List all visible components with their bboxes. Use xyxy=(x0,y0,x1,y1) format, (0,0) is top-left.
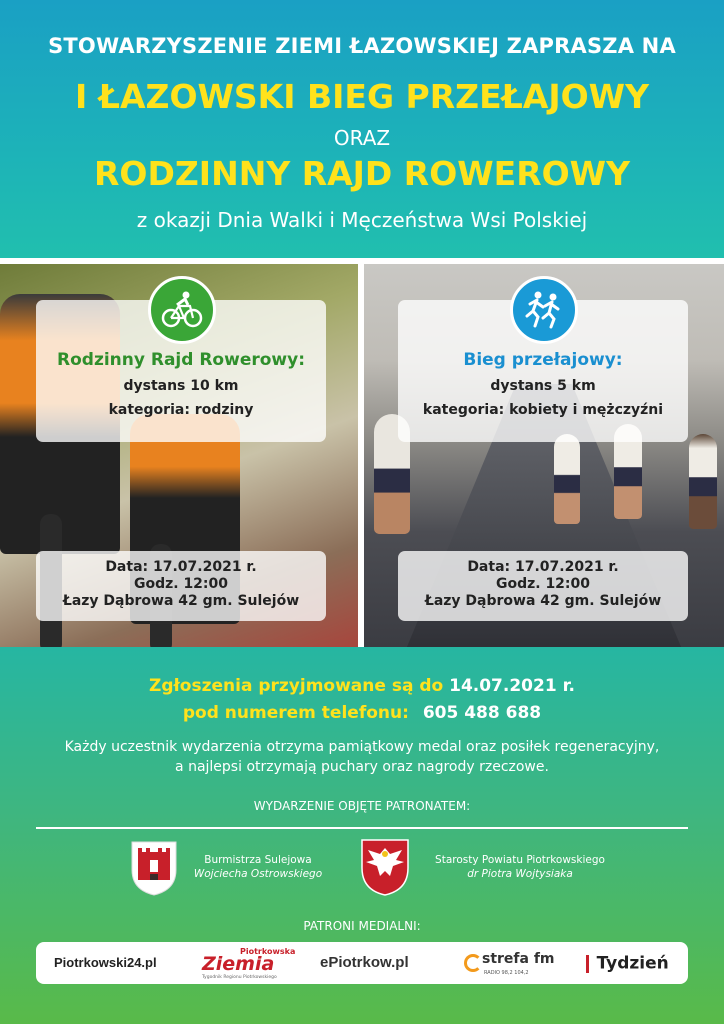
strefa-signal-icon xyxy=(464,954,482,972)
tydzien-bar-icon xyxy=(586,955,589,973)
patron-starost xyxy=(420,853,620,881)
registration-prefix: Zgłoszenia przyjmowane są do xyxy=(149,676,444,696)
bike-place: Łazy Dąbrowa 42 gm. Sulejów xyxy=(62,593,300,609)
patron-starost-name: dr Piotra Wojtysiaka xyxy=(467,868,573,880)
bike-time: Godz. 12:00 xyxy=(133,576,229,592)
poster-footer xyxy=(0,647,724,1024)
run-card-title: Bieg przełajowy: xyxy=(463,350,623,370)
media-logos-bar xyxy=(36,942,688,984)
occasion-subtitle: z okazji Dnia Walki i Męczeństwa Wsi Polskiej xyxy=(136,208,588,232)
patron-mayor-title: Burmistrza Sulejowa xyxy=(204,854,312,866)
bicycle-icon xyxy=(148,276,216,344)
registration-phone-line xyxy=(0,703,724,723)
logo-ziemia-sub: Tygodnik Regionu Piotrkowskiego xyxy=(202,975,277,980)
prizes-note xyxy=(0,737,724,777)
runners-icon xyxy=(510,276,578,344)
registration-deadline: 14.07.2021 r. xyxy=(449,676,575,696)
cyclists-photo xyxy=(0,264,358,647)
bike-date: Data: 17.07.2021 r. xyxy=(105,559,257,575)
poster-header xyxy=(0,0,724,258)
prizes-note-line: a najlepsi otrzymają puchary oraz nagrody rzeczowe. xyxy=(175,759,549,775)
logo-tydzien[interactable] xyxy=(586,942,669,984)
patron-mayor-name: Wojciecha Ostrowskiego xyxy=(193,868,323,880)
logo-strefa-fm[interactable] xyxy=(464,942,554,984)
logo-strefa-sub: RADIO 98,2 104,2 xyxy=(484,970,529,976)
bike-date-card xyxy=(36,551,326,621)
run-date-card xyxy=(398,551,688,621)
bike-event-title: RODZINNY RAJD ROWEROWY xyxy=(94,154,630,193)
organizer-invitation: STOWARZYSZENIE ZIEMI ŁAZOWSKIEJ ZAPRASZA NA xyxy=(48,34,676,58)
runner-figure xyxy=(689,434,717,529)
runner-figure xyxy=(554,434,580,524)
conjunction-text: ORAZ xyxy=(333,126,391,150)
run-place: Łazy Dąbrowa 42 gm. Sulejów xyxy=(424,593,662,609)
powiat-crest-icon xyxy=(360,838,410,896)
prizes-note-line: Każdy uczestnik wydarzenia otrzyma pamiątkowy medal oraz posiłek regeneracyjny, xyxy=(64,739,660,755)
run-category: kategoria: kobiety i mężczyźni xyxy=(422,402,664,418)
bike-distance: dystans 10 km xyxy=(123,378,239,394)
run-date: Data: 17.07.2021 r. xyxy=(467,559,619,575)
patron-mayor xyxy=(188,853,328,881)
phone-label: pod numerem telefonu: xyxy=(182,703,409,723)
logo-strefa-main: strefa fm xyxy=(482,951,555,967)
sulejow-crest-icon xyxy=(130,840,178,896)
divider xyxy=(36,827,688,829)
bike-category: kategoria: rodziny xyxy=(108,402,254,418)
bike-card-title: Rodzinny Rajd Rowerowy: xyxy=(57,350,305,370)
logo-ziemia-top: Piotrkowska xyxy=(240,947,296,956)
patronage-heading: WYDARZENIE OBJĘTE PATRONATEM: xyxy=(253,799,471,813)
media-patrons-heading: PATRONI MEDIALNI: xyxy=(303,919,421,933)
logo-tydzien-text: Tydzień xyxy=(596,953,669,974)
patron-starost-title: Starosty Powiatu Piotrkowskiego xyxy=(435,854,605,866)
runners-photo xyxy=(364,264,724,647)
logo-ziemia-main: Ziemia xyxy=(202,953,275,975)
run-event-title: I ŁAZOWSKI BIEG PRZEŁAJOWY xyxy=(75,77,649,116)
registration-deadline-line xyxy=(0,676,724,696)
logo-ziemia-piotrkowska[interactable] xyxy=(200,942,295,984)
run-distance: dystans 5 km xyxy=(490,378,596,394)
run-time: Godz. 12:00 xyxy=(495,576,591,592)
logo-epiotrkow[interactable]: ePiotrkow.pl xyxy=(320,954,409,971)
phone-number: 605 488 688 xyxy=(422,703,542,723)
logo-piotrkowski24[interactable]: Piotrkowski24.pl xyxy=(54,955,157,970)
